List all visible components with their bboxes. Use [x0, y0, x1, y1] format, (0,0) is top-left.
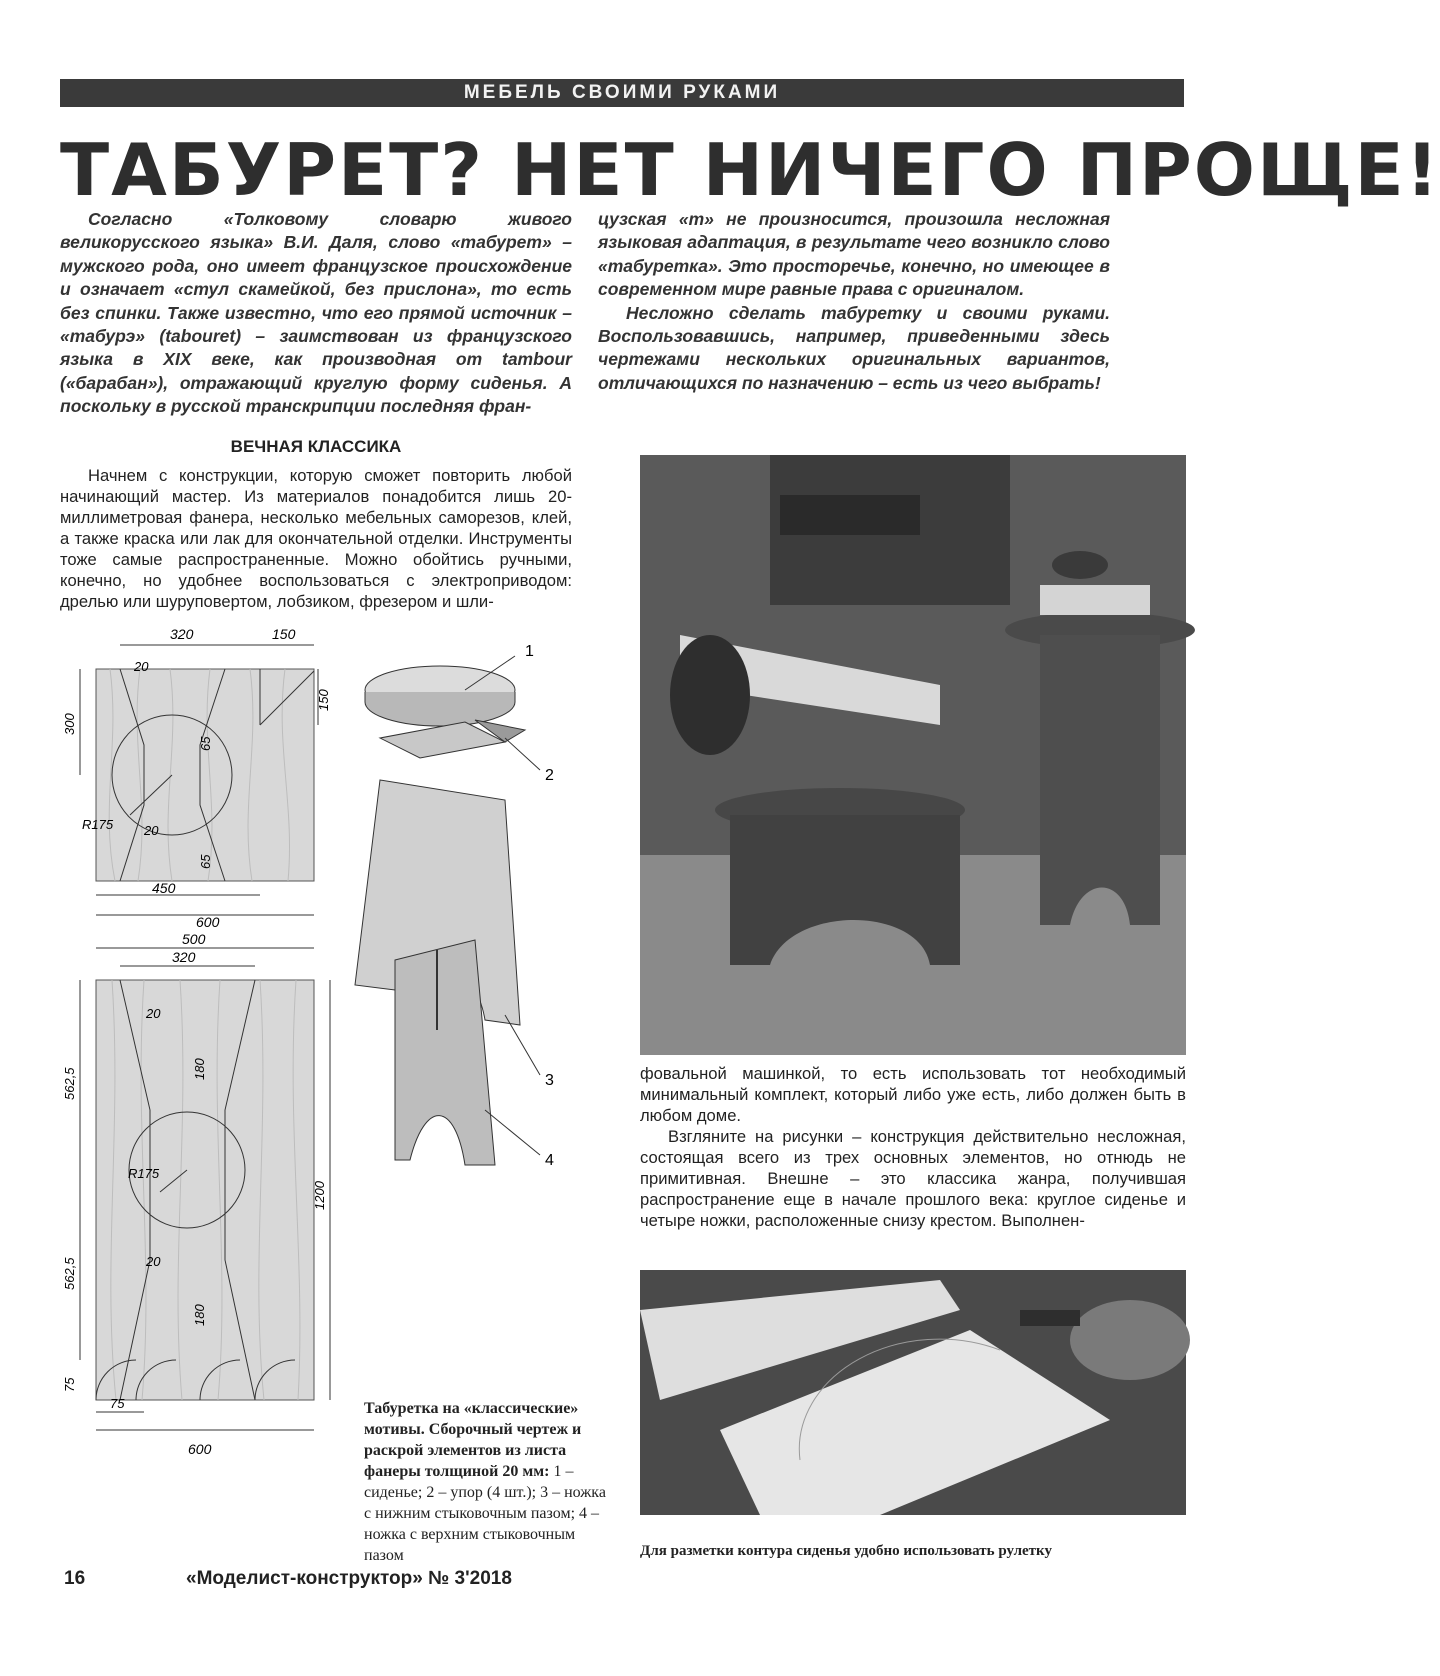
- seat-edge: [365, 692, 515, 726]
- photo-stools: [640, 455, 1186, 1055]
- plywood-sheet-bottom: [96, 980, 314, 1400]
- dim-label: 1200: [312, 1181, 327, 1210]
- dim-label: 75: [62, 1377, 77, 1392]
- journal-issue: «Моделист-конструктор» № 3'2018: [186, 1568, 512, 1589]
- photo-marking: [640, 1270, 1186, 1515]
- photo-marking-illustration: [640, 1270, 1186, 1515]
- leader-line: [505, 1015, 540, 1075]
- dim-label: 320: [170, 626, 194, 642]
- figure-caption: [364, 1398, 612, 1566]
- article-title: ТАБУРЕТ? НЕТ НИЧЕГО ПРОЩЕ!: [60, 128, 1440, 212]
- rubric-header: МЕБЕЛЬ СВОИМИ РУКАМИ: [60, 79, 1184, 107]
- section-heading: ВЕЧНАЯ КЛАССИКА: [230, 437, 402, 456]
- dim-label: 180: [192, 1058, 207, 1080]
- dim-label: 150: [272, 626, 296, 642]
- part-label-4: 4: [545, 1152, 554, 1169]
- body-left-column: [60, 465, 572, 612]
- dim-label: 562,5: [62, 1067, 77, 1100]
- dim-label: 300: [62, 713, 77, 735]
- dim-label: 20: [146, 1006, 161, 1021]
- figure-caption-bold: Табуретка на «классические» мотивы. Сборочный чертеж и раскрой элементов из листа фанеры толщиной 20 мм:: [364, 1400, 582, 1480]
- dim-label: 20: [144, 823, 159, 838]
- part-label-1: 1: [525, 643, 534, 660]
- lead-left-column: [60, 208, 572, 419]
- cutting-drawing-top: [60, 625, 340, 930]
- part-label-2: 2: [545, 767, 554, 784]
- lead-paragraph-right-2: Несложно сделать табуретку и своими руками. Воспользовавшись, например, приведенными здесь чертежами нескольких оригинальных вариантов, отличающихся по назначению – есть из чего выбрать!: [598, 302, 1110, 393]
- lead-right-column: [598, 208, 1110, 395]
- dim-label: 600: [188, 1441, 212, 1457]
- plywood-sheet-top: [96, 669, 314, 881]
- page-number: 16: [64, 1568, 86, 1589]
- lead-paragraph-left: Согласно «Толковому словарю живого великорусского языка» В.И. Даля, слово «табурет» – мужского рода, оно имеет французское происхождение и означает «стул скамейкой, без прислона», то есть без спинки. Также известно, что его прямой источник – «табурэ» (tabouret) – заимствован из французского языка в XIX веке, как производная от tambour («барабан»), отражающий круглую форму сиденья. А поскольку в русской транскрипции последняя фран-: [60, 209, 572, 417]
- photo-stools-illustration: [640, 455, 1186, 1055]
- assembly-drawing: [355, 630, 600, 1250]
- dim-label: R175: [82, 817, 114, 832]
- dim-label: 180: [192, 1304, 207, 1326]
- photo-caption: Для разметки контура сиденья удобно использовать рулетку: [640, 1543, 1052, 1559]
- body-paragraph-3: Взгляните на рисунки – конструкция действительно несложная, состоящая всего из трех основных элементов, но отнюдь не примитивная. Внешне – это классика жанра, получившая распространение еще в начале прошлого века: круглое сиденье и четыре ножки, расположенные снизу крестом. Выполнен-: [640, 1127, 1186, 1230]
- dim-label: 320: [172, 949, 196, 965]
- dim-label: 65: [198, 854, 213, 869]
- dim-label: R175: [128, 1166, 160, 1181]
- part-label-3: 3: [545, 1072, 554, 1089]
- dim-label: 600: [196, 914, 220, 930]
- dim-label: 65: [198, 736, 213, 751]
- dim-label: 500: [182, 931, 206, 947]
- lead-paragraph-right-1: цузская «т» не произносится, произошла несложная языковая адаптация, в результате чего возникло слово «табуретка». Это просторечье, конечно, но имеющее в современном мире равные права с оригиналом.: [598, 209, 1110, 300]
- dim-label: 450: [152, 880, 176, 896]
- dim-label: 562,5: [62, 1257, 77, 1290]
- body-paragraph-1: Начнем с конструкции, которую сможет повторить любой начинающий мастер. Из материалов понадобится лишь 20-миллиметровая фанера, несколько мебельных саморезов, клей, а также краска или лак для окончательной отделки. Инструменты тоже самые распространенные. Можно обойтись ручными, конечно, но удобнее воспользоваться с электроприводом: дрелью или шуруповертом, лобзиком, фрезером и шли-: [60, 466, 572, 611]
- dim-label: 150: [316, 689, 331, 711]
- body-paragraph-2: фовальной машинкой, то есть использовать тот необходимый минимальный комплект, который либо уже есть, либо должен быть в любом доме.: [640, 1064, 1186, 1125]
- dim-label: 20: [146, 1254, 161, 1269]
- figure-caption-text: 1 – сиденье; 2 – упор (4 шт.); 3 – ножка с нижним стыковочным пазом; 4 – ножка с верхним стыковочным пазом: [364, 1463, 606, 1564]
- body-right-column: [640, 1063, 1186, 1231]
- leader-line: [505, 738, 540, 770]
- dim-label: 20: [134, 659, 149, 674]
- dim-label: 75: [110, 1396, 125, 1411]
- cutting-drawing-bottom: [60, 930, 360, 1460]
